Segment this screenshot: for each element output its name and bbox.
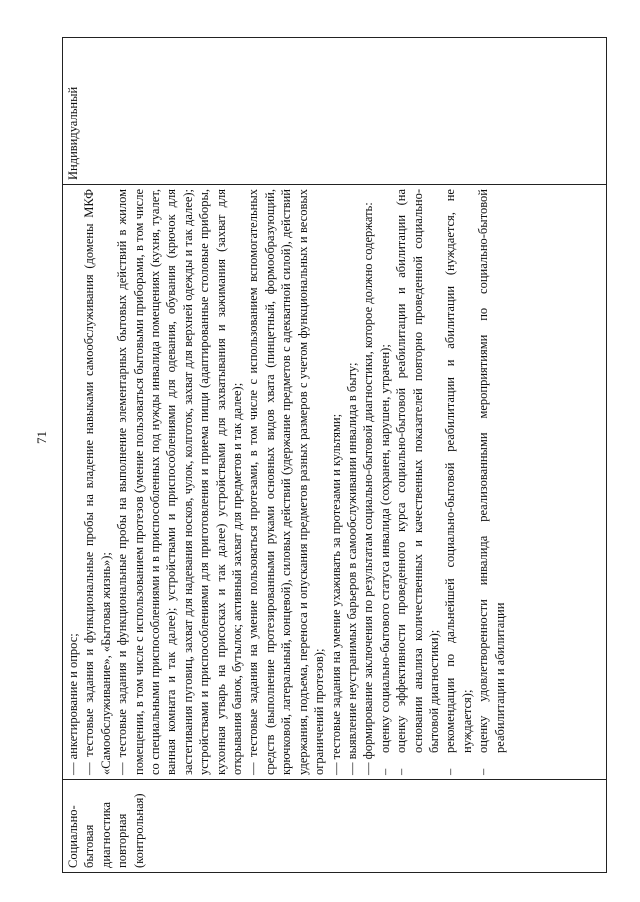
dash-marker: – [377,768,392,775]
dash-marker: – [443,768,458,775]
dash-marker: – [394,768,409,775]
service-name-line: (контрольная) [131,793,146,868]
list-item: — тестовые задания и функциональные пробы на выполнение элементарных бытовых действий в жилом помещении, в том числе с использованием протезов (умение пользоваться бытовыми приборами, в том числе со специальными приспособлениями и в приспособленных под нужды инвалида помещениях (кухня, туалет, ванная комната и так далее); устройствами и приспособлениями для одевания, обувания (крючок для застегивания пуговиц, захват для надевания носков, чулок, колготок, захват для верхней одежды и так далее); устройствами и приспособлениями для приготовления и приема пищи (адаптированные столовые приборы, кухонная утварь на присосках и так далее) устройствами для захватывания и зажимания (захват для открывания банок, бутылок; активный захват для предметов и так далее); [115,189,245,775]
sub-list-item [393,189,442,775]
service-content-cell [63,185,607,780]
sub-list-item [442,189,475,775]
list-item: — тестовые задания на умение ухаживать за протезами и культями; [328,413,343,775]
sub-list-text: оценку удовлетворенности инвалида реализованными мероприятиями по социально-бытовой реабилитации и абилитации [476,189,507,753]
service-name-cell [63,780,607,873]
rotated-page [62,37,607,873]
service-table [62,37,607,873]
list-item: — формирование заключения по результатам социально-бытовой диагностики, которое должно содержать: [361,202,376,775]
sub-list-text: оценку эффективности проведенного курса социально-бытовой реабилитации и абилитации (на основании анализа количественных и качественных показателей повторно проведенной социально-бытовой диагностики); [394,189,441,753]
service-name-line: диагностика [98,801,113,868]
page-number: 71 [34,431,49,444]
dash-marker: – [476,768,491,775]
list-item: — тестовые задания и функциональные пробы на владение навыками самообслуживания (домены МКФ «Самообслуживание», «Бытовая жизнь»); [82,189,113,775]
list-item: — анкетирование и опрос; [66,633,80,775]
sub-list-text: оценку социально-бытового статуса инвалида (сохранен, нарушен, утрачен); [377,344,392,753]
service-name-line: Социально-бытовая [66,805,97,868]
service-form-cell [63,38,607,185]
list-item: — тестовые задания на умение пользоваться протезами, в том числе с использованием вспомогательных средств (выполнение протезированными руками основных видов хвата (пинцетный, формообразующий, крючковой, латеральный, концевой), силовых действий (удержание предметов с адекватной силой), действий удержания, подъема, переноса и опускания предметов разных размеров с учетом функциональных и весовых ограничений протезов); [246,189,327,775]
service-name-line: повторная [115,813,130,868]
sub-list-item [475,189,508,775]
sub-list-text: рекомендации по дальнейшей социально-бытовой реабилитации и абилитации (нуждается, не нуждается); [443,189,474,753]
sub-list-item [377,189,393,775]
table-row [63,38,607,873]
list-item: — выявление неустранимых барьеров в самообслуживании инвалида в быту; [344,362,359,775]
service-form-text: Индивидуальный [66,86,80,180]
